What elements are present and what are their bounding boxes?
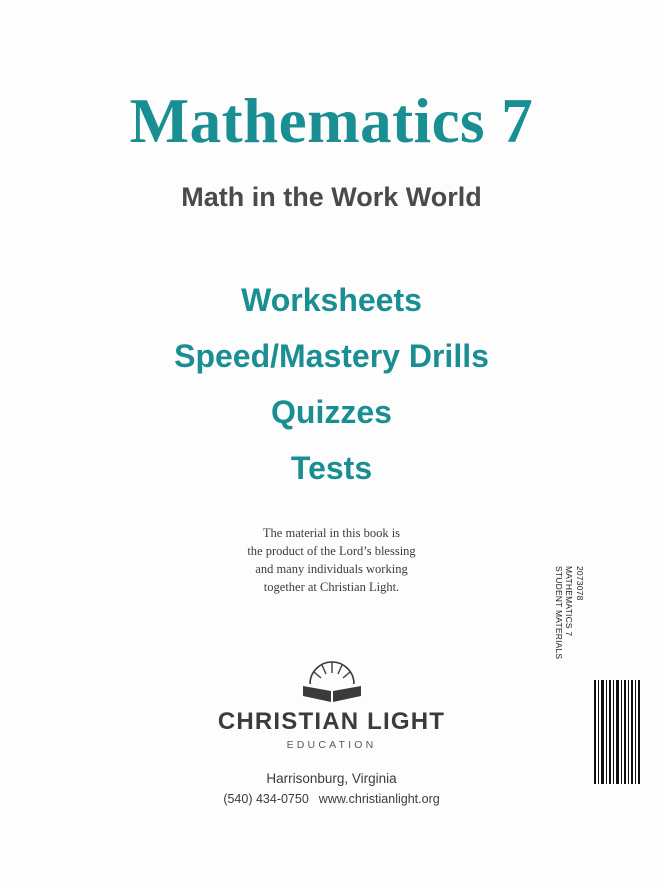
page-title: Mathematics 7 <box>129 86 534 156</box>
page-subtitle: Math in the Work World <box>181 182 482 212</box>
publisher-tagline: EDUCATION <box>286 739 377 751</box>
barcode-label <box>545 566 585 678</box>
contents-item: Quizzes <box>271 394 392 430</box>
contents-item: Worksheets <box>241 282 422 318</box>
publisher-website: www.christianlight.org <box>318 792 440 806</box>
credits-line: together at Christian Light. <box>263 580 400 594</box>
credits-line: the product of the Lord’s blessing <box>247 544 416 558</box>
publisher-phone: (540) 434-0750 <box>223 792 309 806</box>
publisher-city-state: Harrisonburg, Virginia <box>266 771 397 786</box>
barcode-icon <box>593 680 641 784</box>
barcode-label-line: MATHEMATICS 7 <box>564 566 575 637</box>
contents-item: Speed/Mastery Drills <box>174 338 489 374</box>
barcode-block <box>545 566 641 790</box>
publisher-name: CHRISTIAN LIGHT <box>217 708 446 735</box>
barcode-label-line: STUDENT MATERIALS <box>554 566 564 660</box>
publisher-contact <box>0 789 663 809</box>
contents-item: Tests <box>290 450 373 486</box>
open-book-sunrise-icon <box>297 660 367 704</box>
credits-line: and many individuals working <box>255 562 408 576</box>
contents-list <box>0 272 663 496</box>
credits-line: The material in this book is <box>262 526 401 540</box>
barcode-label-line: 2073078 <box>575 566 585 601</box>
